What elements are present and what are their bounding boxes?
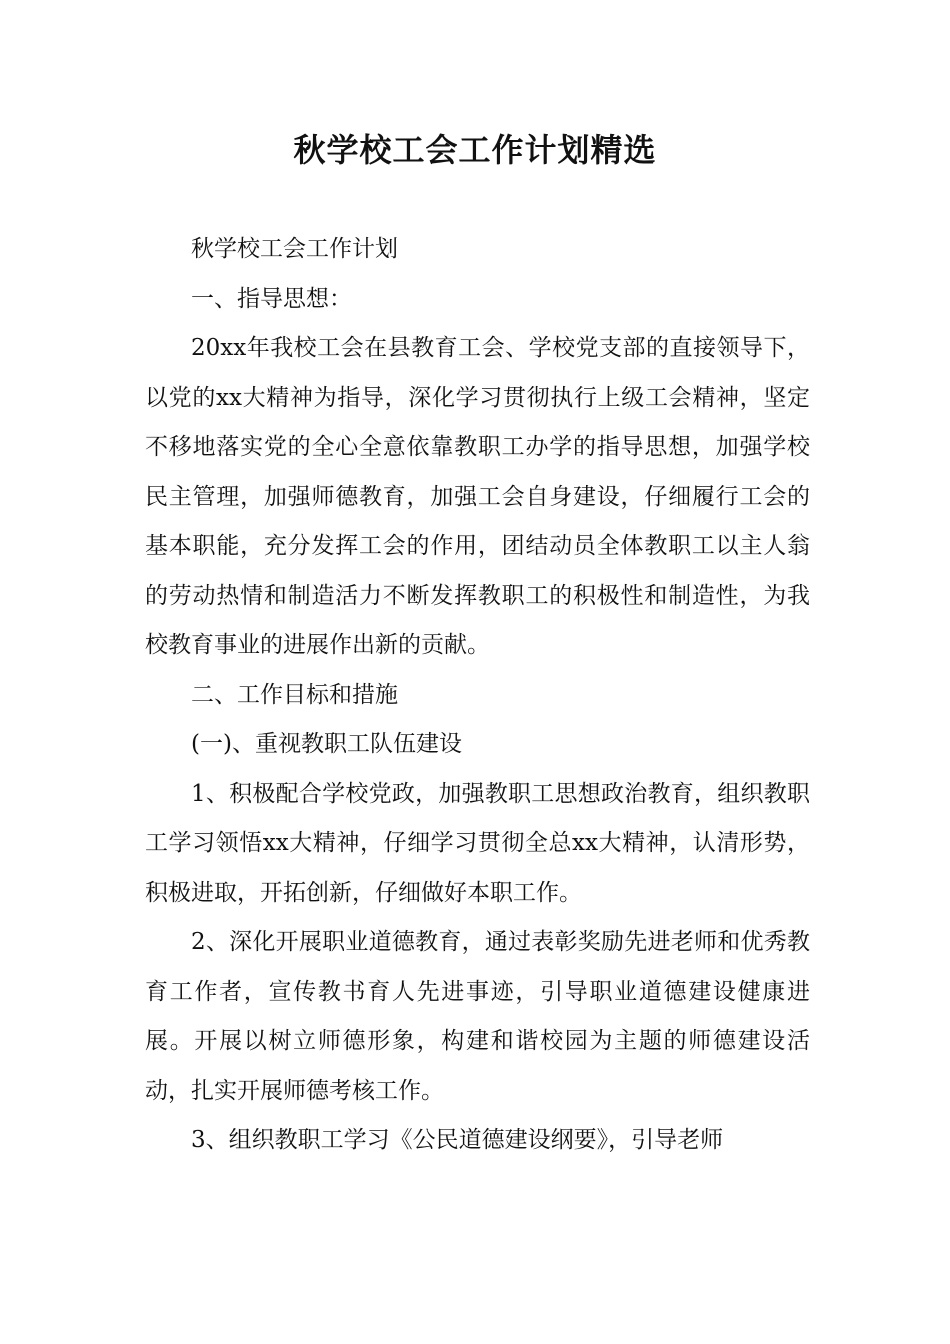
subtitle-paragraph: 秋学校工会工作计划 (191, 236, 398, 262)
body-paragraph: 3、组织教职工学习《公民道德建设纲要》，引导老师 (191, 1127, 724, 1153)
section-heading-guiding-thought: 一、指导思想： (191, 285, 352, 312)
body-paragraph: 1、积极配合学校党政，加强教职工思想政治教育，组织教职工学习领悟xx大精神，仔细学习贯彻全总xx大精神，认清形势，积极进取，开拓创新，仔细做好本职工作。 (145, 780, 810, 906)
body-paragraph: 20xx年我校工会在县教育工会、学校党支部的直接领导下，以党的xx大精神为指导，深化学习贯彻执行上级工会精神，坚定不移地落实党的全心全意依靠教职工办学的指导思想，加强学校民主管理，加强师德教育，加强工会自身建设，仔细履行工会的基本职能，充分发挥工会的作用，团结动员全体教职工以主人翁的劳动热情和制造活力不断发挥教职工的积极性和制造性，为我校教育事业的进展作出新的贡献。 (145, 335, 810, 658)
subsection-heading-staff-building: (一)、重视教职工队伍建设 (191, 731, 462, 757)
document-body (145, 225, 810, 1166)
document-title: 秋学校工会工作计划精选 (293, 131, 657, 169)
section-heading-goals-measures: 二、工作目标和措施 (191, 681, 398, 708)
body-paragraph: 2、深化开展职业道德教育，通过表彰奖励先进老师和优秀教育工作者，宣传教书育人先进事迹，引导职业道德建设健康进展。开展以树立师德形象，构建和谐校园为主题的师德建设活动，扎实开展师德考核工作。 (145, 929, 810, 1104)
